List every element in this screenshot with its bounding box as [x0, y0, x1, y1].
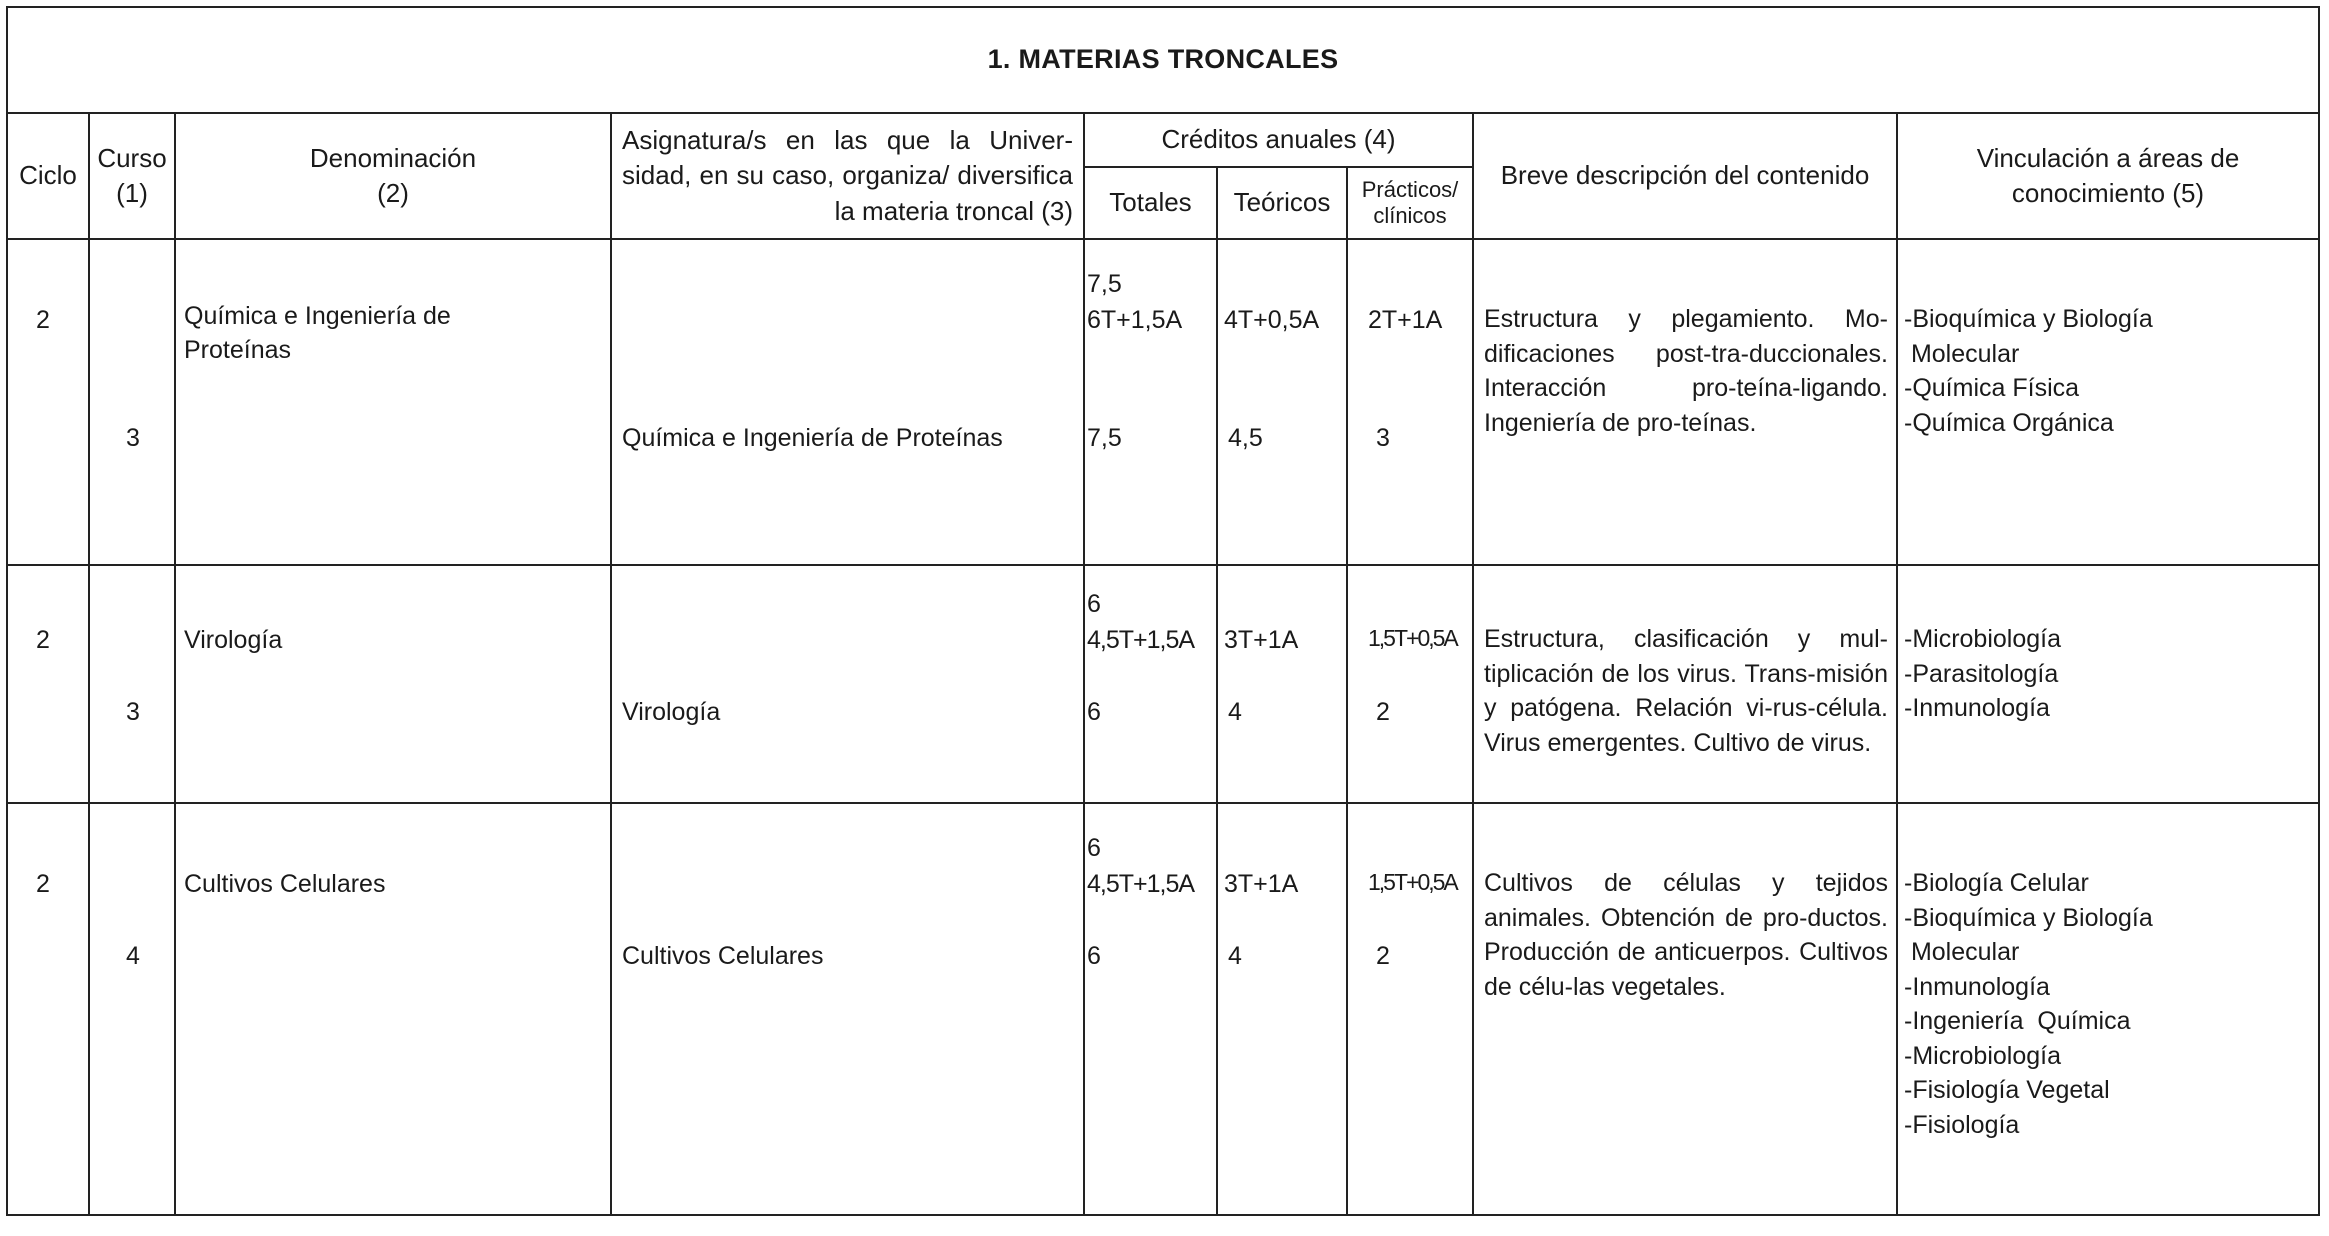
cell-vinculacion	[1897, 803, 2319, 1215]
cell-descripcion	[1473, 239, 1897, 565]
area-item: -Ingeniería Química	[1904, 1007, 2131, 1035]
denominacion-value: Cultivos Celulares	[184, 870, 386, 898]
area-item: Molecular	[1904, 339, 2020, 368]
header-totales: Totales	[1084, 167, 1217, 239]
totales-total: 6	[1087, 590, 1101, 618]
header-practicos: Prácticos/ clínicos	[1347, 167, 1473, 239]
area-item: -Fisiología Vegetal	[1904, 1076, 2110, 1104]
practicos-breakdown: 2T+1A	[1368, 306, 1443, 334]
ciclo-value: 2	[36, 870, 50, 898]
teoricos-breakdown: 3T+1A	[1224, 870, 1299, 898]
denominacion-value: Química e Ingeniería de Proteínas	[184, 302, 451, 364]
practicos-breakdown: 1,5T+0,5A	[1368, 869, 1457, 895]
asignatura-value: Química e Ingeniería de Proteínas	[622, 424, 1003, 452]
teoricos-asignatura: 4,5	[1228, 424, 1263, 452]
area-item: -Química Orgánica	[1904, 408, 2114, 437]
area-item: -Fisiología	[1904, 1110, 2020, 1139]
cell-teoricos	[1217, 803, 1347, 1215]
curso-value: 3	[126, 698, 140, 726]
cell-practicos	[1347, 239, 1473, 565]
header-teoricos: Teóricos	[1217, 167, 1347, 239]
area-item: -Química Física	[1904, 374, 2080, 402]
areas-list	[1898, 804, 2318, 1146]
area-item: -Bioquímica y Biología	[1904, 305, 2153, 333]
header-curso	[89, 113, 175, 239]
teoricos-breakdown: 4T+0,5A	[1224, 306, 1320, 334]
cell-descripcion	[1473, 803, 1897, 1215]
header-denominacion-note: (2)	[377, 178, 409, 208]
cell-vinculacion	[1897, 239, 2319, 565]
cell-ciclo	[7, 239, 89, 565]
cell-practicos	[1347, 803, 1473, 1215]
teoricos-breakdown: 3T+1A	[1224, 626, 1299, 654]
cell-ciclo	[7, 565, 89, 803]
cell-practicos	[1347, 565, 1473, 803]
descripcion-value: Cultivos de células y tejidos animales. Obtención de pro-ductos. Producción de anticuerpos. Cultivos de célu-las vegetales.	[1484, 869, 1888, 1001]
header-creditos: Créditos anuales (4)	[1084, 113, 1473, 167]
cell-denominacion	[175, 803, 611, 1215]
cell-asignatura	[611, 239, 1084, 565]
asignatura-value: Virología	[622, 698, 721, 726]
header-denominacion-label: Denominación	[309, 142, 477, 173]
cell-teoricos	[1217, 239, 1347, 565]
table-row	[7, 239, 2319, 565]
header-curso-label: Curso	[97, 142, 167, 173]
area-item: -Biología Celular	[1904, 869, 2089, 897]
cell-curso	[89, 803, 175, 1215]
practicos-asignatura: 2	[1376, 942, 1390, 970]
area-item: -Parasitología	[1904, 659, 2059, 688]
area-item: Molecular	[1904, 938, 2020, 966]
ciclo-value: 2	[36, 626, 50, 654]
totales-total: 7,5	[1087, 270, 1122, 298]
header-curso-note: (1)	[116, 178, 148, 208]
area-item: -Inmunología	[1904, 972, 2050, 1001]
descripcion-value: Estructura y plegamiento. Mo-dificaciones post-tra-duccionales. Interacción pro-teína-ligando. Ingeniería de pro-teínas.	[1484, 305, 1888, 437]
table-row	[7, 565, 2319, 803]
denominacion-value: Virología	[184, 626, 283, 654]
cell-asignatura	[611, 803, 1084, 1215]
curso-value: 4	[126, 942, 140, 970]
practicos-breakdown: 1,5T+0,5A	[1368, 625, 1457, 651]
header-descripcion: Breve descripción del contenido	[1473, 113, 1897, 239]
ciclo-value: 2	[36, 306, 50, 334]
areas-list	[1898, 566, 2318, 730]
practicos-asignatura: 3	[1376, 424, 1390, 452]
cell-totales	[1084, 239, 1217, 565]
area-item: -Microbiología	[1904, 625, 2062, 653]
teoricos-asignatura: 4	[1228, 698, 1242, 726]
practicos-asignatura: 2	[1376, 698, 1390, 726]
header-asignatura: Asignatura/s en las que la Univer-sidad, en su caso, organiza/ diversifica la materia troncal (3)	[611, 113, 1084, 239]
cell-vinculacion	[1897, 565, 2319, 803]
totales-asignatura: 7,5	[1087, 424, 1122, 452]
cell-teoricos	[1217, 565, 1347, 803]
cell-denominacion	[175, 565, 611, 803]
header-ciclo: Ciclo	[7, 113, 89, 239]
cell-descripcion	[1473, 565, 1897, 803]
cell-curso	[89, 239, 175, 565]
cell-totales	[1084, 803, 1217, 1215]
totales-asignatura: 6	[1087, 698, 1101, 726]
totales-asignatura: 6	[1087, 942, 1101, 970]
curso-value: 3	[126, 424, 140, 452]
descripcion-value: Estructura, clasificación y mul-tiplicación de los virus. Trans-misión y patógena. Relación vi-rus-célula. Virus emergentes. Cultivo de virus.	[1484, 625, 1888, 757]
header-denominacion	[175, 113, 611, 239]
totales-total: 6	[1087, 834, 1101, 862]
cell-totales	[1084, 565, 1217, 803]
area-item: -Inmunología	[1904, 694, 2050, 722]
document-page	[6, 6, 2318, 1230]
cell-asignatura	[611, 565, 1084, 803]
table-title: 1. MATERIAS TRONCALES	[7, 7, 2319, 113]
area-item: -Bioquímica y Biología	[1904, 903, 2153, 932]
areas-list	[1898, 240, 2318, 444]
header-vinculacion: Vinculación a áreas de conocimiento (5)	[1897, 113, 2319, 239]
totales-breakdown: 4,5T+1,5A	[1087, 626, 1195, 654]
asignatura-value: Cultivos Celulares	[622, 942, 824, 970]
table-row	[7, 803, 2319, 1215]
materias-troncales-table	[6, 6, 2320, 1216]
totales-breakdown: 6T+1,5A	[1087, 306, 1183, 334]
teoricos-asignatura: 4	[1228, 942, 1242, 970]
totales-breakdown: 4,5T+1,5A	[1087, 870, 1195, 898]
cell-denominacion	[175, 239, 611, 565]
area-item: -Microbiología	[1904, 1041, 2062, 1070]
cell-ciclo	[7, 803, 89, 1215]
cell-curso	[89, 565, 175, 803]
